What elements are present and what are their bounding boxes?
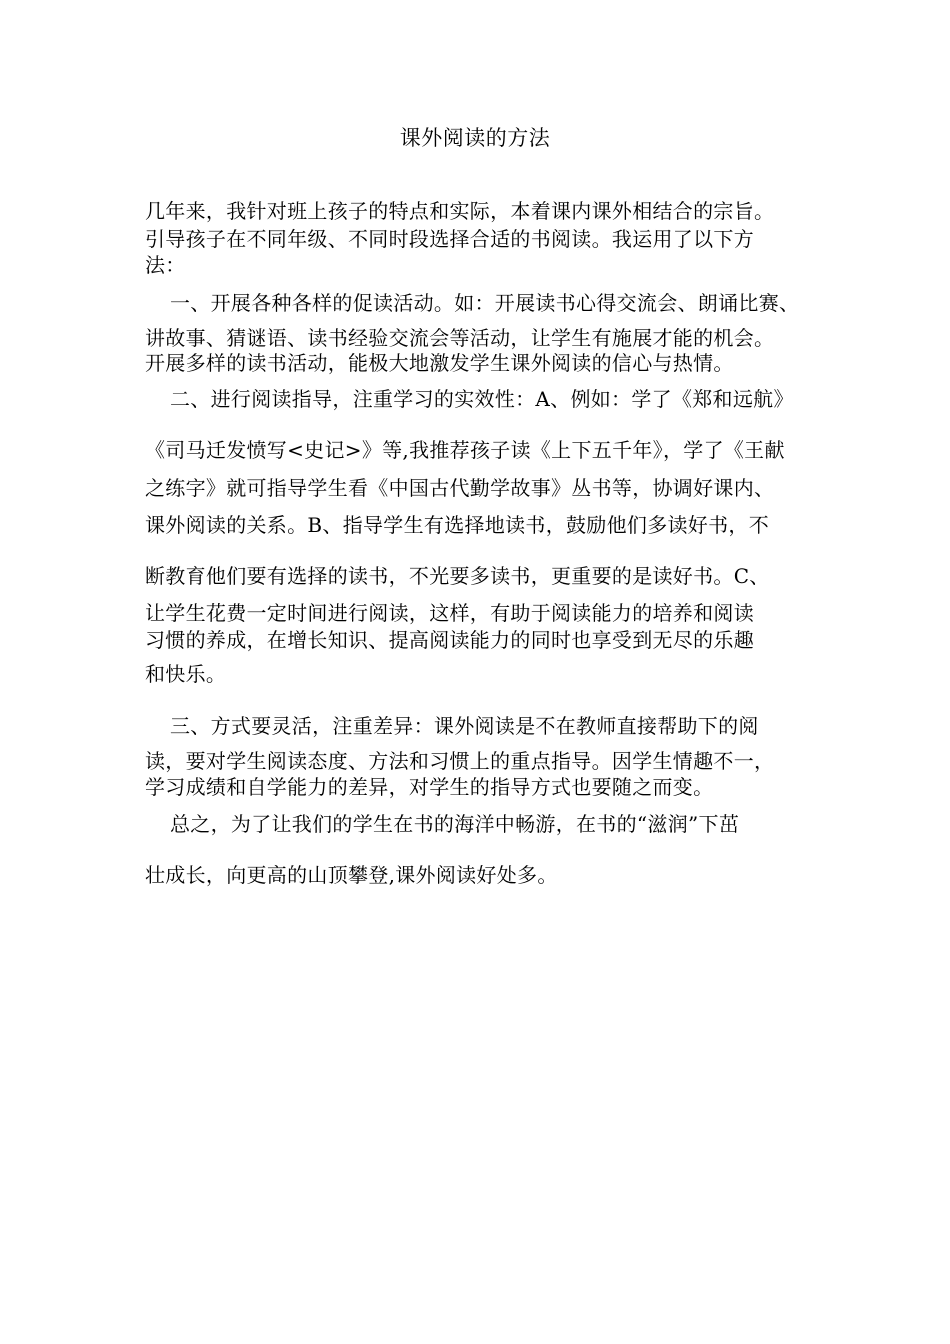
body-line: 二、进行阅读指导，注重学习的实效性：A、例如：学了《郑和远航》 [170, 387, 794, 411]
body-line: 《司马迁发愤写<史记>》等,我推荐孩子读《上下五千年》，学了《王献 [145, 438, 785, 462]
body-line: 学习成绩和自学能力的差异，对学生的指导方式也要随之而变。 [145, 775, 714, 799]
body-line: 讲故事、猜谜语、读书经验交流会等活动，让学生有施展才能的机会。 [145, 326, 775, 350]
body-line: 习惯的养成，在增长知识、提高阅读能力的同时也享受到无尽的乐趣 [145, 628, 754, 652]
body-line: 总之，为了让我们的学生在书的海洋中畅游，在书的“滋润”下茁 [170, 812, 740, 836]
document-title: 课外阅读的方法 [399, 126, 551, 150]
body-line: 断教育他们要有选择的读书，不光要多读书，更重要的是读好书。C、 [145, 564, 770, 588]
body-line: 引导孩子在不同年级、不同时段选择合适的书阅读。我运用了以下方 [145, 227, 754, 251]
body-line: 之练字》就可指导学生看《中国古代勤学故事》丛书等，协调好课内、 [145, 476, 775, 500]
body-line: 开展多样的读书活动，能极大地激发学生课外阅读的信心与热情。 [145, 351, 734, 375]
body-line: 几年来，我针对班上孩子的特点和实际，本着课内课外相结合的宗旨。 [145, 199, 775, 223]
body-line: 壮成长，向更高的山顶攀登,课外阅读好处多。 [145, 863, 558, 887]
body-line: 和快乐。 [145, 662, 227, 686]
body-line: 让学生花费一定时间进行阅读，这样，有助于阅读能力的培养和阅读 [145, 601, 754, 625]
body-line: 课外阅读的关系。B、指导学生有选择地读书，鼓励他们多读好书，不 [145, 513, 769, 537]
body-line: 读，要对学生阅读态度、方法和习惯上的重点指导。因学生情趣不一， [145, 749, 775, 773]
body-line: 三、方式要灵活，注重差异：课外阅读是不在教师直接帮助下的阅 [170, 714, 759, 738]
body-line: 一、开展各种各样的促读活动。如：开展读书心得交流会、朗诵比赛、 [170, 291, 800, 315]
body-line: 法： [145, 253, 186, 277]
